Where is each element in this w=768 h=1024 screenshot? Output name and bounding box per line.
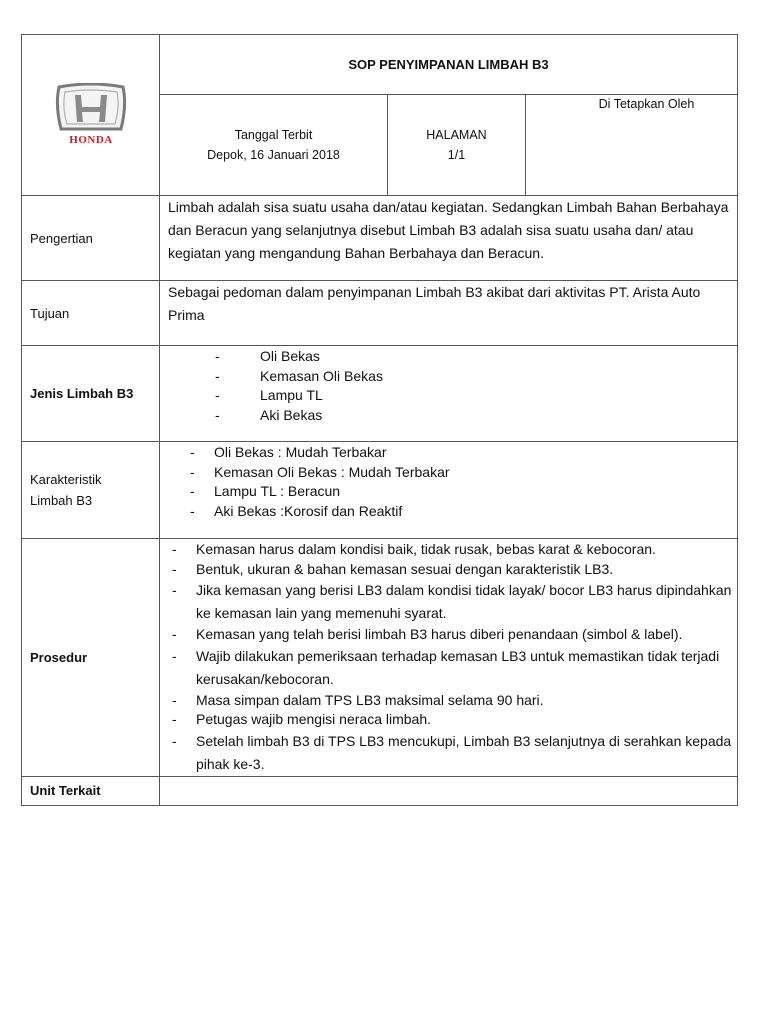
- list-item: - Setelah limbah B3 di TPS LB3 mencukupi, Limbah B3 selanjutnya di serahkan kepada pihak ke-3.: [160, 730, 737, 776]
- honda-logo: [53, 83, 129, 147]
- list-item: - Kemasan Oli Bekas : Mudah Terbakar: [160, 463, 737, 483]
- karakteristik-list: [160, 443, 737, 521]
- karakteristik-cell: [160, 442, 738, 539]
- list-item: - Aki Bekas: [160, 406, 737, 426]
- halaman-cell: [388, 95, 526, 196]
- document-title: SOP PENYIMPANAN LIMBAH B3: [160, 35, 738, 95]
- tujuan-text: Sebagai pedoman dalam penyimpanan Limbah B3 akibat dari aktivitas PT. Arista Auto Prima: [160, 281, 738, 346]
- karakteristik-label-line2: Limbah B3: [30, 493, 93, 508]
- logo-cell: [22, 35, 160, 196]
- ditetapkan-label: Di Tetapkan Oleh: [598, 97, 695, 111]
- jenis-cell: [160, 346, 738, 442]
- prosedur-list: [160, 540, 737, 776]
- unit-terkait-value: [160, 776, 738, 805]
- tujuan-label: Tujuan: [22, 281, 160, 346]
- list-item: - Oli Bekas: [160, 347, 737, 367]
- halaman-value: 1/1: [447, 148, 466, 162]
- list-item: - Jika kemasan yang berisi LB3 dalam kondisi tidak layak/ bocor LB3 harus dipindahkan ke kemasan lain yang memenuhi syarat.: [160, 579, 737, 625]
- karakteristik-label: Karakteristik: [30, 472, 102, 487]
- list-item: - Masa simpan dalam TPS LB3 maksimal selama 90 hari.: [160, 691, 737, 711]
- karakteristik-label-cell: [22, 442, 160, 539]
- honda-wordmark: HONDA: [68, 134, 113, 146]
- list-item: - Petugas wajib mengisi neraca limbah.: [160, 710, 737, 730]
- prosedur-cell: [160, 539, 738, 777]
- list-item: - Wajib dilakukan pemeriksaan terhadap kemasan LB3 untuk memastikan tidak terjadi kerusakan/kebocoran.: [160, 645, 737, 691]
- list-item: - Kemasan Oli Bekas: [160, 367, 737, 387]
- list-item: - Lampu TL: [160, 386, 737, 406]
- list-item: - Kemasan harus dalam kondisi baik, tidak rusak, bebas karat & kebocoran.: [160, 540, 737, 560]
- list-item: - Bentuk, ukuran & bahan kemasan sesuai dengan karakteristik LB3.: [160, 560, 737, 580]
- list-item: - Kemasan yang telah berisi limbah B3 harus diberi penandaan (simbol & label).: [160, 625, 737, 645]
- halaman-label: HALAMAN: [426, 128, 487, 142]
- jenis-list: [160, 347, 737, 425]
- pengertian-label: Pengertian: [22, 196, 160, 281]
- tanggal-terbit-label: Tanggal Terbit: [234, 128, 313, 142]
- tanggal-terbit-value: Depok, 16 Januari 2018: [207, 148, 340, 162]
- prosedur-label: Prosedur: [22, 539, 160, 777]
- tanggal-terbit-cell: [160, 95, 388, 196]
- list-item: - Aki Bekas :Korosif dan Reaktif: [160, 502, 737, 522]
- sop-document: [21, 34, 737, 806]
- pengertian-text: Limbah adalah sisa suatu usaha dan/atau kegiatan. Sedangkan Limbah Bahan Berbahaya dan Beracun yang selanjutnya disebut Limbah B3 adalah sisa suatu usaha dan/ atau kegiatan yang mengandung Bahan Berbahaya dan Beracun.: [160, 196, 738, 281]
- jenis-label: Jenis Limbah B3: [22, 346, 160, 442]
- unit-terkait-label: Unit Terkait: [22, 776, 160, 805]
- sop-table: [21, 34, 738, 806]
- list-item: - Lampu TL : Beracun: [160, 482, 737, 502]
- ditetapkan-cell: [526, 95, 738, 196]
- list-item: - Oli Bekas : Mudah Terbakar: [160, 443, 737, 463]
